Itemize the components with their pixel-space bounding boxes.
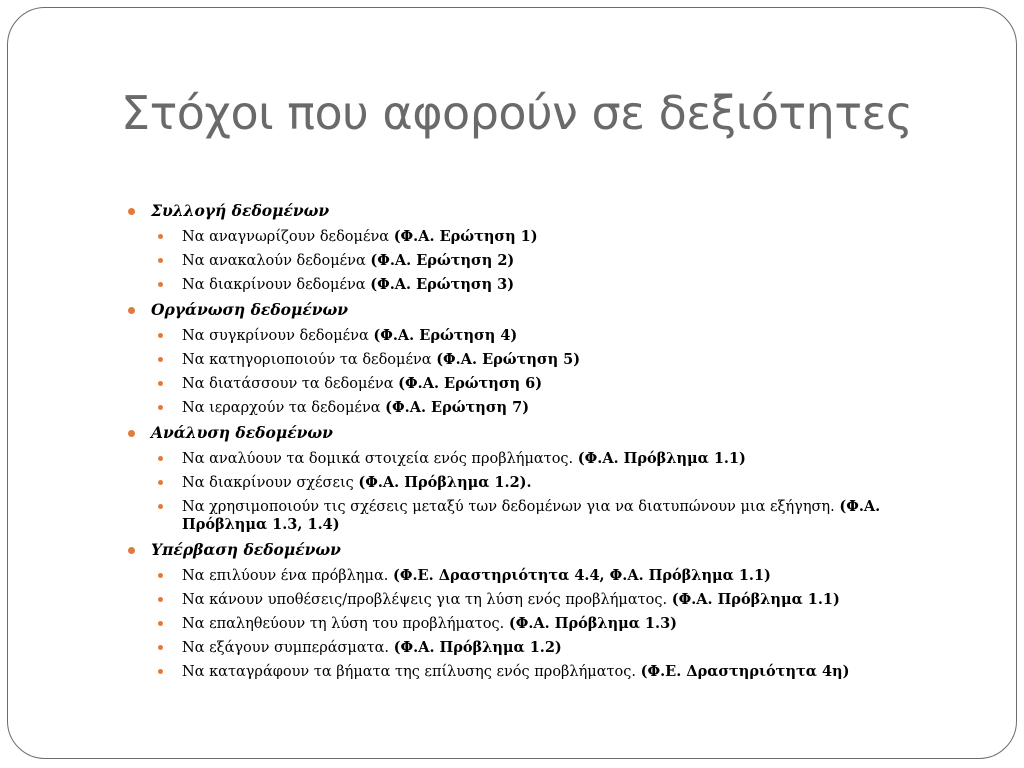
slide-title: Στόχοι που αφορούν σε δεξιότητες — [121, 86, 913, 140]
item-list — [126, 567, 946, 681]
list-item — [126, 399, 927, 417]
bullet-dot-icon — [158, 234, 163, 239]
item-list — [126, 327, 946, 417]
item-text: Να εξάγουν συμπεράσματα. — [182, 640, 394, 656]
item-list — [126, 450, 946, 534]
list-item — [126, 276, 927, 294]
section-title — [126, 539, 946, 561]
item-reference: (Φ.Α. Πρόβλημα 1.2) — [393, 639, 562, 656]
section-title-text: Οργάνωση δεδομένων — [151, 300, 349, 319]
item-reference: (Φ.Α. Ερώτηση 3) — [370, 276, 515, 293]
item-reference: (Φ.Α. Ερώτηση 6) — [398, 375, 543, 392]
item-reference: (Φ.Α. Ερώτηση 1) — [393, 228, 538, 245]
bullet-dot-icon — [158, 621, 163, 626]
bullet-dot-icon — [128, 307, 135, 314]
list-item — [126, 663, 927, 681]
section-title-text: Υπέρβαση δεδομένων — [151, 540, 341, 559]
list-item — [126, 375, 927, 393]
item-reference: (Φ.Α. Ερώτηση 5) — [436, 351, 581, 368]
item-text: Να επιλύουν ένα πρόβλημα. — [182, 568, 393, 584]
bullet-dot-icon — [158, 669, 163, 674]
bullet-dot-icon — [128, 208, 135, 215]
bullet-dot-icon — [128, 430, 135, 437]
section-title — [126, 422, 946, 444]
list-item — [126, 591, 927, 609]
bullet-dot-icon — [158, 573, 163, 578]
item-text: Να επαληθεύουν τη λύση του προβλήματος. — [182, 616, 509, 632]
section-title — [126, 200, 946, 222]
bullet-dot-icon — [158, 258, 163, 263]
section-title-text: Συλλογή δεδομένων — [151, 201, 330, 220]
section-data-collection — [126, 200, 946, 294]
slide-content — [126, 200, 946, 681]
item-reference: (Φ.Α. Πρόβλημα 1.2). — [358, 474, 532, 491]
bullet-dot-icon — [158, 405, 163, 410]
bullet-dot-icon — [158, 357, 163, 362]
bullet-dot-icon — [158, 282, 163, 287]
item-reference: (Φ.Α. Ερώτηση 2) — [370, 252, 515, 269]
bullet-dot-icon — [158, 480, 163, 485]
item-reference: (Φ.Ε. Δραστηριότητα 4.4, Φ.Α. Πρόβλημα 1.1) — [393, 567, 771, 584]
list-item — [126, 615, 927, 633]
bullet-dot-icon — [158, 645, 163, 650]
item-text: Να ανακαλούν δεδομένα — [182, 253, 371, 269]
bullet-dot-icon — [158, 333, 163, 338]
item-reference: (Φ.Α. Ερώτηση 4) — [373, 327, 518, 344]
item-text: Να κάνουν υποθέσεις/προβλέψεις για τη λύση ενός προβλήματος. — [182, 592, 672, 608]
bullet-dot-icon — [158, 597, 163, 602]
list-item — [126, 228, 927, 246]
list-item — [126, 450, 927, 468]
bullet-dot-icon — [158, 456, 163, 461]
list-item — [126, 567, 927, 585]
item-reference: (Φ.Α. Πρόβλημα 1.3) — [508, 615, 678, 632]
item-text: Να ιεραρχούν τα δεδομένα — [182, 400, 386, 416]
list-item — [126, 351, 927, 369]
section-data-transcendence — [126, 539, 946, 681]
section-data-analysis — [126, 422, 946, 534]
item-reference: (Φ.Α. Πρόβλημα 1.3, 1.4) — [182, 498, 881, 533]
item-text: Να χρησιμοποιούν τις σχέσεις μεταξύ των δεδομένων για να διατυπώνουν μια εξήγηση. — [182, 499, 840, 515]
item-text: Να διατάσσουν τα δεδομένα — [182, 376, 399, 392]
section-data-organization — [126, 299, 946, 417]
item-text: Να διακρίνουν σχέσεις — [182, 475, 359, 491]
item-reference: (Φ.Α. Πρόβλημα 1.1) — [671, 591, 840, 608]
section-title-text: Ανάλυση δεδομένων — [151, 423, 333, 442]
slide-frame — [7, 7, 1017, 759]
bullet-dot-icon — [158, 504, 163, 509]
list-item — [126, 327, 927, 345]
item-text: Να κατηγοριοποιούν τα δεδομένα — [182, 352, 437, 368]
item-text: Να καταγράφουν τα βήματα της επίλυσης ενός προβλήματος. — [182, 664, 641, 680]
section-title — [126, 299, 946, 321]
list-item — [126, 639, 927, 657]
item-list — [126, 228, 946, 294]
item-text: Να αναλύουν τα δομικά στοιχεία ενός προβλήματος. — [182, 451, 578, 467]
item-text: Να αναγνωρίζουν δεδομένα — [182, 229, 394, 245]
bullet-dot-icon — [158, 381, 163, 386]
list-item — [126, 252, 927, 270]
list-item — [126, 474, 927, 492]
bullet-dot-icon — [128, 547, 135, 554]
item-reference: (Φ.Α. Ερώτηση 7) — [385, 399, 530, 416]
item-text: Να διακρίνουν δεδομένα — [182, 277, 371, 293]
item-text: Να συγκρίνουν δεδομένα — [182, 328, 374, 344]
list-item — [126, 498, 927, 534]
item-reference: (Φ.Α. Πρόβλημα 1.1) — [577, 450, 746, 467]
item-reference: (Φ.Ε. Δραστηριότητα 4η) — [640, 663, 850, 680]
